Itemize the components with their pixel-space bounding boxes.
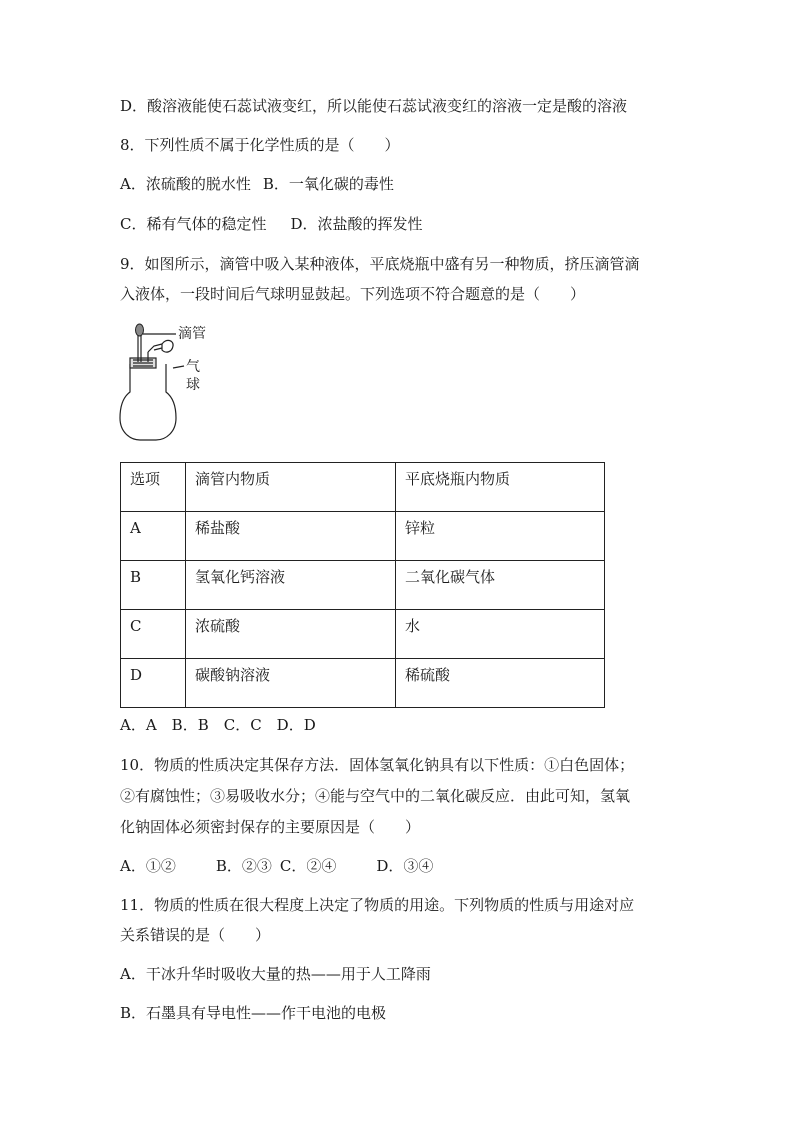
q7-option-d: D．酸溶液能使石蕊试液变红，所以能使石蕊试液变红的溶液一定是酸的溶液	[120, 97, 628, 115]
q8-stem: 8．下列性质不属于化学性质的是（ ）	[120, 136, 400, 154]
q8-option-a: A．浓硫酸的脱水性	[120, 175, 251, 193]
q11-option-b: B．石墨具有导电性——作干电池的电极	[120, 1004, 387, 1022]
table-cell: D	[121, 659, 186, 708]
q9-stem-line-2: 入液体，一段时间后气球明显鼓起。下列选项不符合题意的是（ ）	[120, 285, 586, 303]
table-row	[121, 659, 605, 708]
table-cell: 二氧化碳气体	[396, 561, 605, 610]
table-cell: B	[121, 561, 186, 610]
q10-options	[120, 856, 433, 876]
q8-option-d: D．浓盐酸的挥发性	[290, 215, 423, 233]
q9-options-table	[120, 462, 605, 708]
q10-option-d: D．③④	[376, 857, 434, 875]
q9-stem-line-1: 9．如图所示，滴管中吸入某种液体，平底烧瓶中盛有另一种物质，挤压滴管滴	[120, 255, 640, 273]
q10-stem-line-2: ②有腐蚀性；③易吸收水分；④能与空气中的二氧化碳反应．由此可知，氢氧	[120, 787, 631, 805]
table-cell: 锌粒	[396, 512, 605, 561]
q11-option-a: A．干冰升华时吸收大量的热——用于人工降雨	[120, 965, 431, 983]
q9-choices: A．A B．B C．C D．D	[120, 716, 316, 734]
table-header-cell: 平底烧瓶内物质	[396, 463, 605, 512]
q10-stem-line-1: 10．物质的性质决定其保存方法．固体氢氧化钠具有以下性质：①白色固体；	[120, 756, 635, 774]
q11-stem-line-2: 关系错误的是（ ）	[120, 926, 271, 944]
table-row	[121, 561, 605, 610]
q11-stem-line-1: 11．物质的性质在很大程度上决定了物质的用途。下列物质的性质与用途对应	[120, 896, 635, 914]
q8-option-c: C．稀有气体的稳定性	[120, 215, 267, 233]
dropper-bulb-icon	[136, 324, 144, 336]
dropper-label: 滴管	[178, 326, 206, 342]
table-row	[121, 512, 605, 561]
table-header-row	[121, 463, 605, 512]
q8-option-b: B．一氧化碳的毒性	[262, 175, 394, 193]
q10-option-c: C．②④	[279, 857, 337, 875]
q10-stem-line-3: 化钠固体必须密封保存的主要原因是（ ）	[120, 818, 421, 836]
table-cell: 碳酸钠溶液	[186, 659, 396, 708]
table-cell: 稀硫酸	[396, 659, 605, 708]
q8-options-ab	[120, 174, 394, 194]
table-header-cell: 选项	[121, 463, 186, 512]
flask-body-icon	[120, 364, 176, 440]
table-cell: 稀盐酸	[186, 512, 396, 561]
table-cell: A	[121, 512, 186, 561]
q8-options-cd	[120, 214, 423, 234]
q10-option-a: A．①②	[120, 857, 176, 875]
table-cell: 氢氧化钙溶液	[186, 561, 396, 610]
table-cell: 水	[396, 610, 605, 659]
table-cell: 浓硫酸	[186, 610, 396, 659]
table-row	[121, 610, 605, 659]
q10-option-b: B．②③	[215, 857, 272, 875]
table-cell: C	[121, 610, 186, 659]
balloon-icon	[162, 340, 173, 352]
balloon-label-1: 气	[186, 359, 200, 375]
balloon-label-2: 球	[186, 377, 200, 393]
table-header-cell: 滴管内物质	[186, 463, 396, 512]
